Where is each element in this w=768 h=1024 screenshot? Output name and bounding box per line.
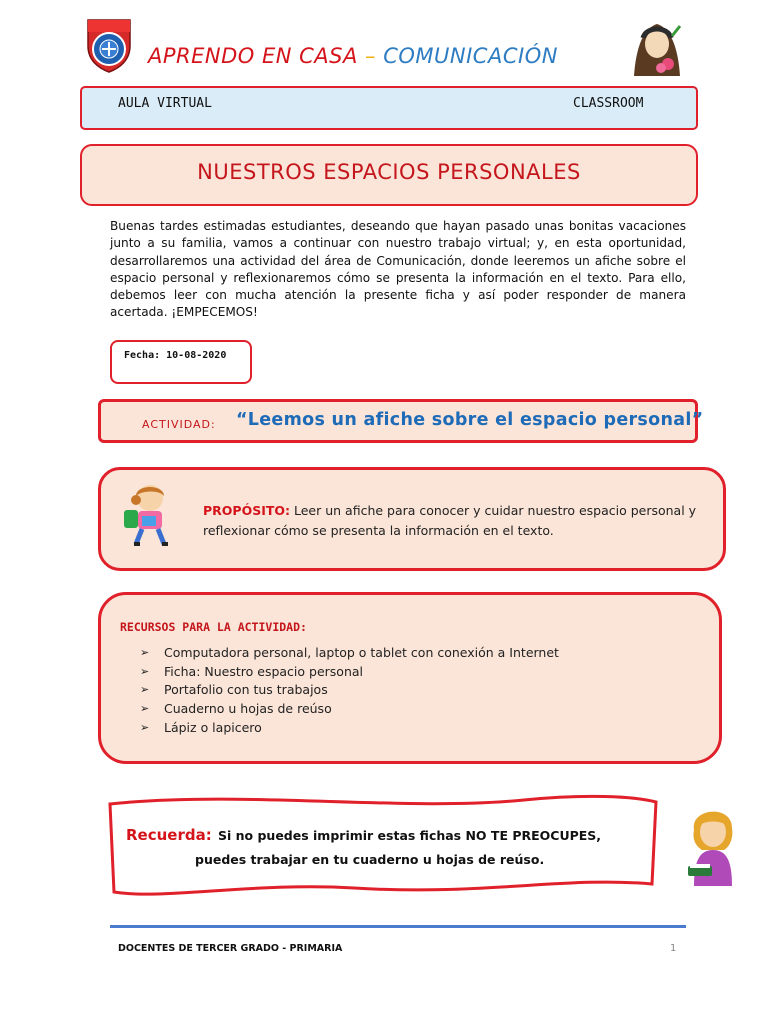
activity-title: “Leemos un afiche sobre el espacio personal” — [236, 410, 704, 430]
page-number: 1 — [670, 943, 677, 954]
teacher-icon — [682, 800, 744, 888]
arrow-bullet-icon: ➢ — [140, 720, 150, 734]
resource-item-text: Computadora personal, laptop o tablet con conexión a Internet — [164, 645, 559, 660]
resource-item-text: Lápiz o lapicero — [164, 719, 262, 735]
page-title: NUESTROS ESPACIOS PERSONALES — [197, 160, 581, 184]
resource-item-text: Ficha: Nuestro espacio personal — [164, 663, 363, 679]
list-item — [140, 644, 559, 663]
header-title-part1: APRENDO EN CASA — [148, 44, 358, 68]
saint-rose-icon — [628, 16, 686, 80]
purpose-label: PROPÓSITO: — [203, 503, 291, 518]
arrow-bullet-icon: ➢ — [140, 646, 150, 659]
date-box — [110, 340, 252, 384]
list-item — [140, 700, 559, 719]
date-label: Fecha: 10-08-2020 — [124, 350, 227, 361]
classroom-label: CLASSROOM — [573, 96, 644, 111]
student-girl-icon — [114, 480, 184, 548]
reminder-label: Recuerda: — [126, 826, 212, 844]
purpose-description: Leer un afiche para conocer y cuidar nuestro espacio personal y reflexionar cómo se presenta la información en el texto. — [203, 503, 697, 538]
activity-label: ACTIVIDAD: — [142, 418, 216, 431]
header-title-part2: COMUNICACIÓN — [383, 44, 558, 68]
resource-item-text: Portafolio con tus trabajos — [164, 682, 328, 698]
footer-text: DOCENTES DE TERCER GRADO - PRIMARIA — [118, 943, 343, 954]
resources-list — [140, 644, 559, 738]
reminder-scroll — [104, 792, 660, 902]
purpose-text — [203, 501, 713, 541]
arrow-bullet-icon: ➢ — [140, 664, 150, 678]
intro-paragraph: Buenas tardes estimadas estudiantes, deseando que hayan pasado unas bonitas vacaciones junto a su familia, vamos a continuar con nuestro trabajo virtual; y, en esta oportunidad, desarrollaremos una actividad del área de Comunicación, donde leeremos un afiche sobre el espacio personal y reflexionaremos cómo se presenta la información en el texto. Para ello, debemos leer con mucha atención la presente ficha y así poder responder de manera acertada. ¡EMPECEMOS! — [110, 219, 686, 320]
reminder-line-1: Si no puedes imprimir estas fichas NO TE PREOCUPES, — [218, 828, 602, 843]
arrow-bullet-icon: ➢ — [140, 683, 150, 697]
reminder-line-2: puedes trabajar en tu cuaderno u hojas de reúso. — [195, 852, 545, 867]
footer-divider — [110, 925, 686, 928]
list-item — [140, 663, 559, 682]
list-item — [140, 681, 559, 700]
school-shield-icon — [84, 16, 134, 74]
header-title — [148, 44, 558, 68]
resource-item-text: Cuaderno u hojas de reúso — [164, 701, 332, 717]
resources-title: RECURSOS PARA LA ACTIVIDAD: — [120, 620, 307, 634]
aula-virtual-label: AULA VIRTUAL — [118, 96, 212, 111]
list-item — [140, 719, 559, 738]
header-title-dash: – — [357, 44, 384, 68]
arrow-bullet-icon: ➢ — [140, 702, 150, 716]
